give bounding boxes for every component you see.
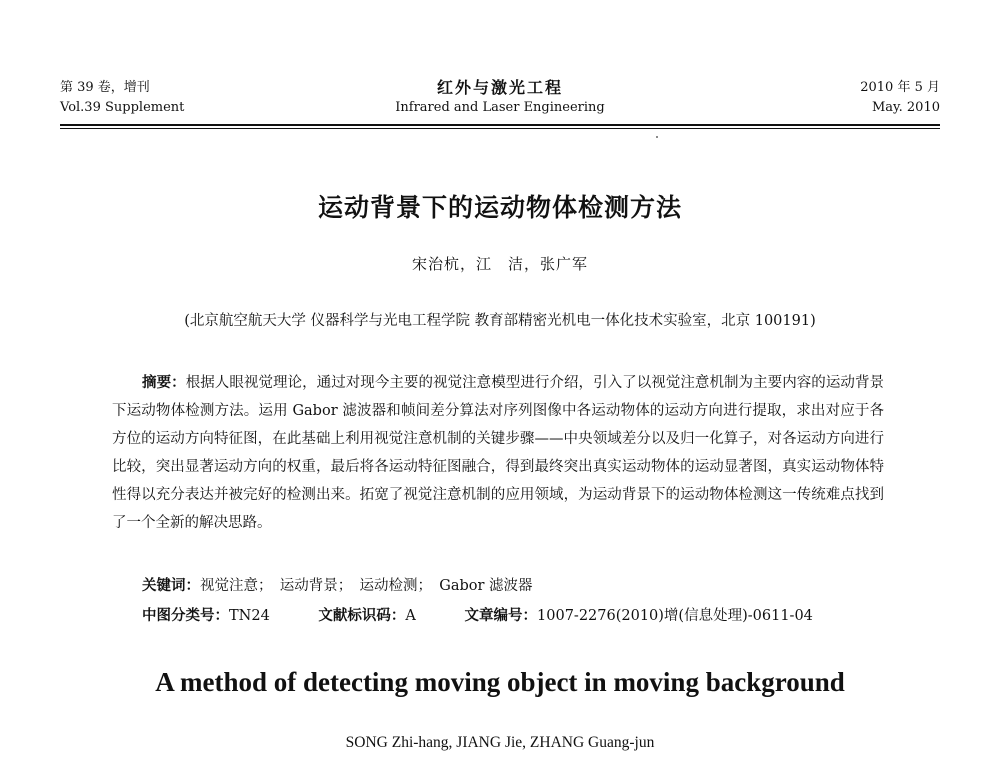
volume-en: Vol.39 Supplement xyxy=(60,100,185,115)
authors-cn: 宋治杭，江 洁，张广军 xyxy=(411,255,588,273)
clc-number xyxy=(142,604,270,628)
article-number-value: 1007-2276(2010)增(信息处理)-0611-04 xyxy=(537,608,813,624)
authors-en: SONG Zhi-hang, JIANG Jie, ZHANG Guang-jun xyxy=(345,734,655,751)
paper-title-cn: 运动背景下的运动物体检测方法 xyxy=(317,193,682,222)
classification-line xyxy=(142,604,884,628)
document-code-value: A xyxy=(405,608,416,624)
keywords-text: 视觉注意； 运动背景； 运动检测； Gabor 滤波器 xyxy=(200,578,533,594)
issue-date-en: May. 2010 xyxy=(871,100,940,115)
journal-name-cn: 红外与激光工程 xyxy=(436,78,563,97)
issue-date xyxy=(860,78,940,118)
abstract-label: 摘要： xyxy=(142,375,186,391)
document-code xyxy=(318,604,415,628)
clc-label: 中图分类号： xyxy=(142,608,229,624)
header-rule-thick xyxy=(60,124,940,126)
article-number-label: 文章编号： xyxy=(464,608,538,624)
clc-value: TN24 xyxy=(229,608,270,624)
journal-name xyxy=(60,78,940,118)
journal-name-en: Infrared and Laser Engineering xyxy=(395,100,605,115)
volume-cn: 第 39 卷，增刊 xyxy=(60,80,150,95)
article-number xyxy=(465,604,813,628)
keywords-line xyxy=(142,574,533,598)
paper-title-en: A method of detecting moving object in moving background xyxy=(155,667,845,697)
scan-speck xyxy=(656,136,658,138)
abstract-cn xyxy=(112,369,884,537)
issue-date-cn: 2010 年 5 月 xyxy=(860,80,940,95)
document-code-label: 文献标识码： xyxy=(318,608,406,624)
affiliation-cn: (北京航空航天大学 仪器科学与光电工程学院 教育部精密光机电一体化技术实验室，北京 100191) xyxy=(184,313,816,329)
header-rule-thin xyxy=(60,128,940,129)
keywords-label: 关键词： xyxy=(142,578,200,594)
running-header xyxy=(60,78,940,126)
abstract-text: 根据人眼视觉理论，通过对现今主要的视觉注意模型进行介绍，引入了以视觉注意机制为主要内容的运动背景下运动物体检测方法。运用 Gabor 滤波器和帧间差分算法对序列图像中各运动物体的运动方向进行提取，求出对应于各方位的运动方向特征图，在此基础上利用视觉注意机制的关键步骤——中央领域差分以及归一化算子，对各运动方向进行比较，突出显著运动方向的权重，最后将各运动特征图融合，得到最终突出真实运动物体的运动显著图，真实运动物体特性得以充分表达并被完好的检测出来。拓宽了视觉注意机制的应用领域，为运动背景下的运动物体检测这一传统难点找到了一个全新的解决思路。 xyxy=(112,375,885,531)
